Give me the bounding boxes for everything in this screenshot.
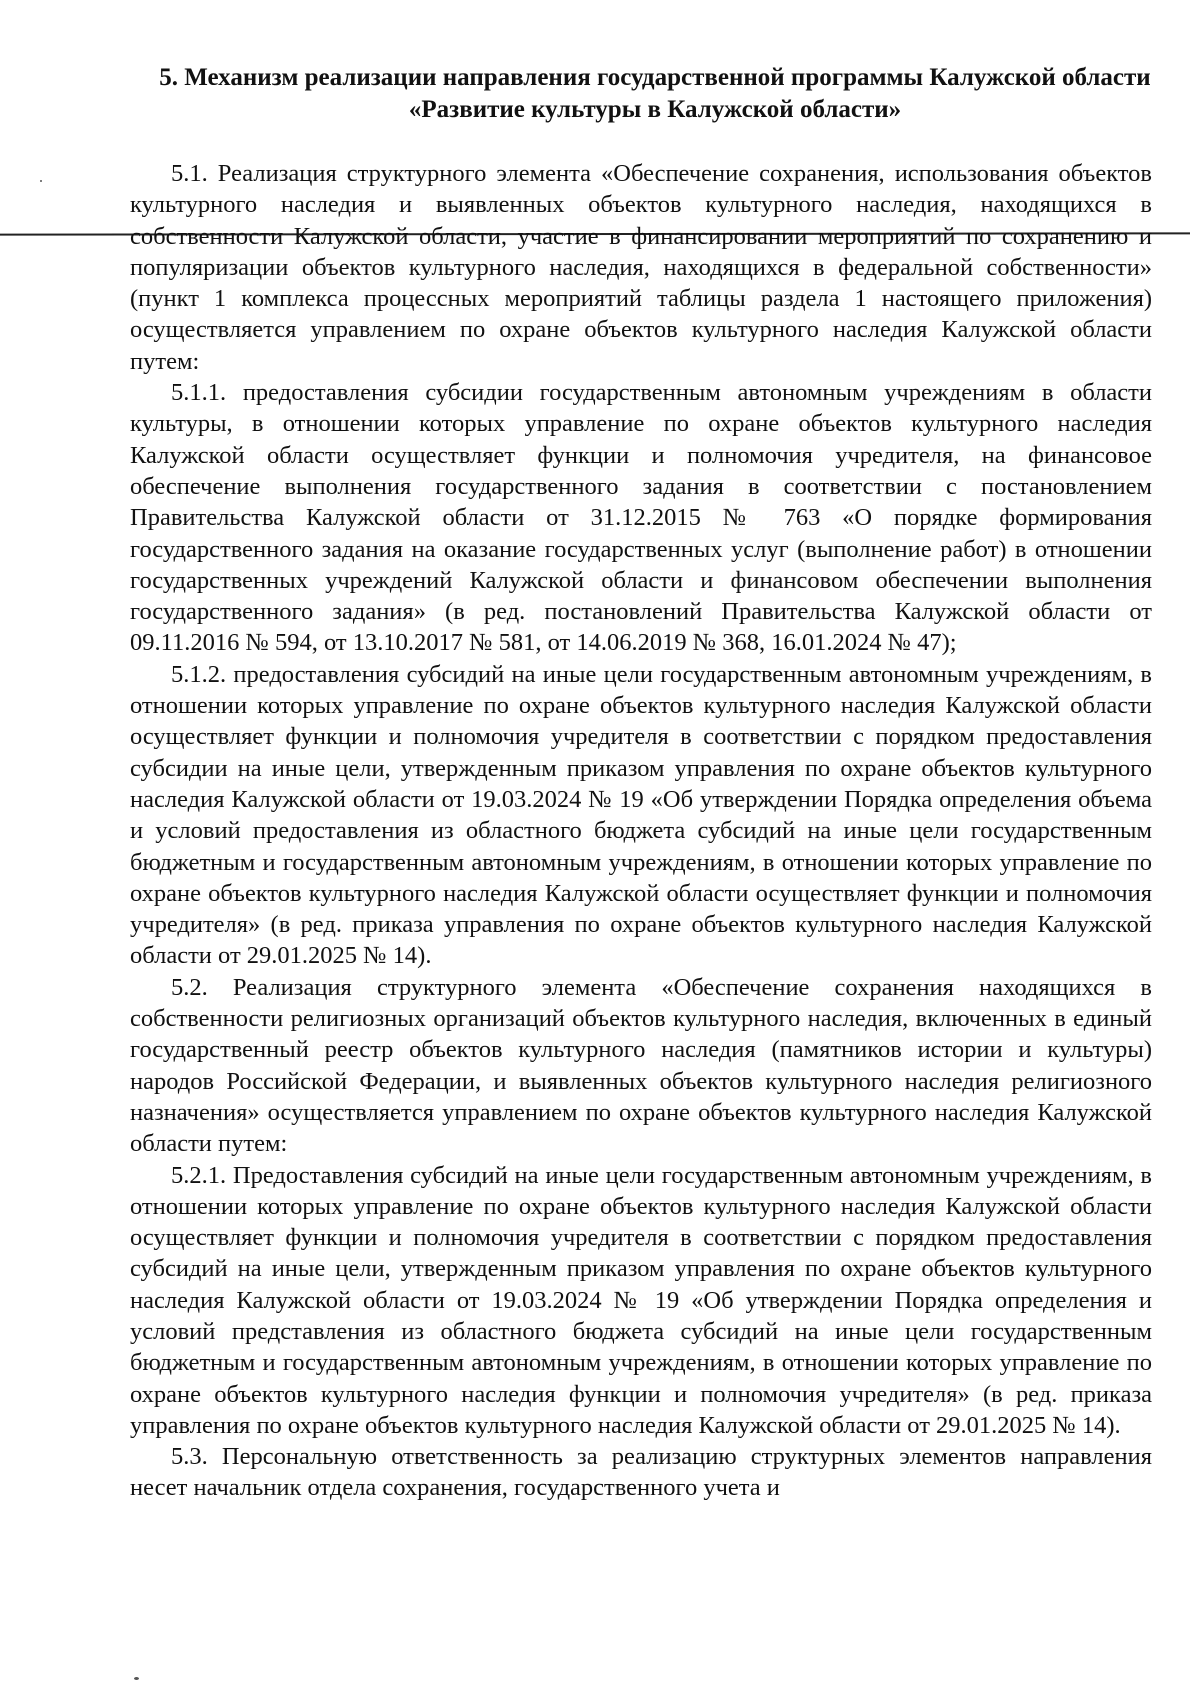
- paragraph-5-2-1: 5.2.1. Предоставления субсидий на иные цели государственным автономным учреждениям, в отношении которых управление по охране объектов культурного наследия Калужской области осуществляет функции и полномочия учредителя в соответствии с порядком предоставления субсидий на иные цели, утвержденным приказом управления по охране объектов культурного наследия Калужской области от 19.03.2024 № 19 «Об утверждении Порядка определения и условий представления из областного бюджета субсидий на иные цели государственным бюджетным и государственным автономным учреждениям, в отношении которых управление по охране объектов культурного наследия функции и полномочия учредителя» (в ред. приказа управления по охране объектов культурного наследия Калужской области от 29.01.2025 № 14).: [130, 1161, 1152, 1439]
- scan-speck: [134, 1677, 139, 1680]
- paragraph-5-1-1: 5.1.1. предоставления субсидии государственным автономным учреждениям в области культуры, в отношении которых управление по охране объектов культурного наследия Калужской области осуществляет функции и полномочия учредителя, на финансовое обеспечение выполнения государственного задания в соответствии с постановлением Правительства Калужской области от 31.12.2015 № 763 «О порядке формирования государственного задания на оказание государственных услуг (выполнение работ) в отношении государственных учреждений Калужской области и финансовом обеспечении выполнения государственного задания» (в ред. постановлений Правительства Калужской области от 09.11.2016 № 594, от 13.10.2017 № 581, от 14.06.2019 № 368, 16.01.2024 № 47);: [130, 379, 1152, 657]
- paragraph-5-3: 5.3. Персональную ответственность за реализацию структурных элементов направления несет начальник отдела сохранения, государственного учета и: [130, 1443, 1152, 1502]
- scan-speck: [40, 180, 42, 182]
- paragraph-5-2: 5.2. Реализация структурного элемента «Обеспечение сохранения находящихся в собственности религиозных организаций объектов культурного наследия, включенных в единый государственный реестр объектов культурного наследия (памятников истории и культуры) народов Российской Федерации, и выявленных объектов культурного наследия религиозного назначения» осуществляется управлением по охране объектов культурного наследия Калужской области путем:: [130, 973, 1152, 1158]
- paragraph-5-1: 5.1. Реализация структурного элемента «Обеспечение сохранения, использования объектов культурного наследия и выявленных объектов культурного наследия, находящихся в собственности Калужской области, участие в финансировании мероприятий по сохранению и популяризации объектов культурного наследия, находящихся в федеральной собственности» (пункт 1 комплекса процессных мероприятий таблицы раздела 1 настоящего приложения) осуществляется управлением по охране объектов культурного наследия Калужской области путем:: [130, 160, 1152, 375]
- paragraph-5-1-2: 5.1.2. предоставления субсидий на иные цели государственным автономным учреждениям, в отношении которых управление по охране объектов культурного наследия Калужской области осуществляет функции и полномочия учредителя в соответствии с порядком предоставления субсидии на иные цели, утвержденным приказом управления по охране объектов культурного наследия Калужской области от 19.03.2024 № 19 «Об утверждении Порядка определения объема и условий предоставления из областного бюджета субсидий на иные цели государственным бюджетным и государственным автономным учреждениям, в отношении которых управление по охране объектов культурного наследия Калужской области осуществляет функции и полномочия учредителя» (в ред. приказа управления по охране объектов культурного наследия Калужской области от 29.01.2025 № 14).: [130, 660, 1152, 970]
- document-body: [130, 158, 1152, 1504]
- section-heading: 5. Механизм реализации направления государственной программы Калужской области «Развитие культуры в Калужской области»: [159, 64, 1151, 123]
